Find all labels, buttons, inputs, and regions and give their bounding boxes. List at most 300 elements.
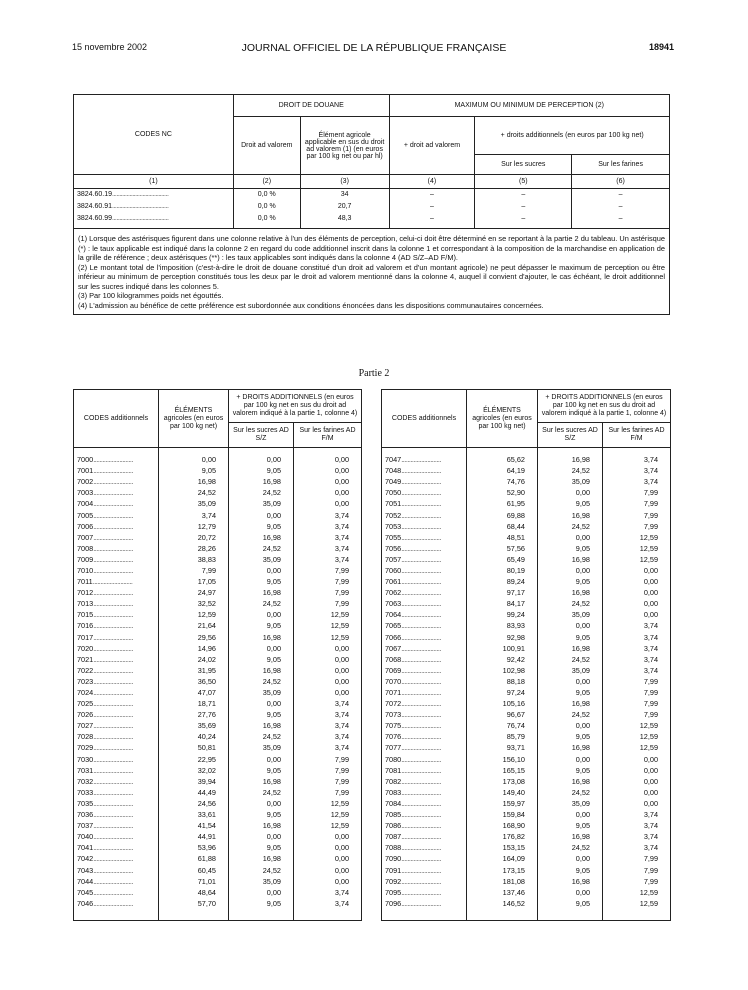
cell-ad-sz: 9,05 [229, 842, 294, 853]
table-row [382, 742, 671, 753]
cell-element: 44,91 [159, 831, 229, 842]
cell-ad-fm: 3,74 [603, 654, 671, 665]
cell-element: 53,96 [159, 842, 229, 853]
code-value: 7025 [77, 699, 94, 709]
cell-code [382, 754, 467, 765]
code-value: 7043 [77, 865, 94, 875]
cell-ad-fm: 12,59 [603, 731, 671, 742]
cell-ad-fm: 3,74 [294, 521, 362, 532]
code-value: 7011 [77, 577, 93, 587]
cell-ad-fm: 0,00 [294, 831, 362, 842]
code-value: 7091 [385, 865, 402, 875]
cell-code [74, 698, 159, 709]
code-value: 7088 [385, 843, 402, 853]
cell-ad-fm: 0,00 [603, 765, 671, 776]
header-page-number: 18941 [648, 42, 674, 52]
code-value: 7070 [385, 676, 402, 686]
cell-ad-fm: 0,00 [294, 498, 362, 509]
cell-adval: 0,0 % [233, 201, 300, 213]
leader-dots: .......................... [93, 721, 133, 731]
cell-code [382, 742, 467, 753]
cell-ad-fm: 3,74 [294, 742, 362, 753]
code-value: 7084 [385, 798, 402, 808]
cell-ad-sz: 16,98 [229, 632, 294, 643]
code-value: 7048 [385, 466, 402, 476]
code-value: 7050 [385, 488, 402, 498]
code-value: 7000 [77, 455, 94, 465]
table-row [74, 864, 362, 875]
cell-element: 71,01 [159, 876, 229, 887]
cell-code [382, 498, 467, 509]
cell-code [382, 898, 467, 909]
leader-dots: .......................... [401, 554, 441, 564]
cell-ad-sz: 24,52 [229, 787, 294, 798]
cell-element: 146,52 [467, 898, 538, 909]
code-value: 7044 [77, 876, 94, 886]
leader-dots: .......................... [401, 488, 441, 498]
cell-element: 102,98 [467, 665, 538, 676]
cell-code [382, 454, 467, 465]
table-row [74, 532, 362, 543]
table-row [74, 554, 362, 565]
cell-code [74, 853, 159, 864]
cell-code: 3824.60.99....................................... [74, 213, 234, 225]
cell-code [74, 687, 159, 698]
leader-dots: .......................... [93, 688, 133, 698]
code-value: 7085 [385, 810, 402, 820]
leader-dots: .......................... [93, 643, 133, 653]
table-row [382, 831, 671, 842]
cell-element: 84,17 [467, 598, 538, 609]
cell-code [382, 798, 467, 809]
table-row [74, 676, 362, 687]
cell-element: 7,99 [159, 565, 229, 576]
cell-code [382, 465, 467, 476]
cell-ad-fm: 7,99 [294, 587, 362, 598]
cell-code [382, 643, 467, 654]
cell-ad-sz: 35,09 [538, 476, 603, 487]
cell-element: 164,09 [467, 853, 538, 864]
table-row [382, 521, 671, 532]
cell-ad-sz: 0,00 [229, 887, 294, 898]
cell-element: 137,46 [467, 887, 538, 898]
cell-element: 21,64 [159, 620, 229, 631]
cell-element: 60,45 [159, 864, 229, 875]
table-row [74, 754, 362, 765]
cell-ad-fm: 0,00 [294, 864, 362, 875]
cell-code [74, 809, 159, 820]
cell-ad-fm: 3,74 [603, 465, 671, 476]
cell-code [74, 676, 159, 687]
cell-ad-fm: 0,00 [294, 687, 362, 698]
leader-dots: .......................... [93, 743, 133, 753]
cell-code [74, 876, 159, 887]
cell-ad-fm: 12,59 [603, 532, 671, 543]
code-value: 7092 [385, 876, 402, 886]
table-row [382, 554, 671, 565]
code-value: 7073 [385, 710, 402, 720]
cell-ad-fm: 0,00 [294, 676, 362, 687]
table-row [74, 709, 362, 720]
code-value: 7075 [385, 721, 402, 731]
cell-ad-sz: 0,00 [229, 509, 294, 520]
cell-ad-fm: 12,59 [294, 820, 362, 831]
cell-ad-fm: 0,00 [294, 465, 362, 476]
cell-ad-sz: 35,09 [229, 687, 294, 698]
cell-code [74, 521, 159, 532]
leader-dots: .......................... [401, 754, 441, 764]
cell-code [74, 665, 159, 676]
cell-element: 92,98 [467, 632, 538, 643]
cell-ad-sz: 9,05 [229, 654, 294, 665]
cell-ad-sz: 9,05 [538, 765, 603, 776]
cell-ad-sz: 0,00 [229, 754, 294, 765]
col-num-3: (3) [300, 175, 389, 189]
cell-code [74, 509, 159, 520]
cell-code [382, 864, 467, 875]
leader-dots: .......................... [93, 810, 133, 820]
leader-dots: .......................... [401, 876, 441, 886]
cell-ad-sz: 24,52 [538, 709, 603, 720]
code-value: 7024 [77, 688, 94, 698]
table-bottom [74, 909, 362, 921]
cell-ad-sz: 0,00 [229, 454, 294, 465]
leader-dots: .......................... [93, 843, 133, 853]
cell-element: 96,67 [467, 709, 538, 720]
leader-dots: .......................... [401, 477, 441, 487]
cell-code [382, 509, 467, 520]
cell-code [382, 698, 467, 709]
col-num-2: (2) [233, 175, 300, 189]
cell-code [74, 554, 159, 565]
code-value: 7032 [77, 776, 94, 786]
code-value: 7037 [77, 821, 94, 831]
cell-ad-fm: 12,59 [294, 632, 362, 643]
cell-ad-fm: 7,99 [294, 765, 362, 776]
code-value: 7053 [385, 521, 402, 531]
code-value: 7077 [385, 743, 402, 753]
cell-element: 93,71 [467, 742, 538, 753]
cell-element: 52,90 [467, 487, 538, 498]
cell-ad-fm: 0,00 [294, 487, 362, 498]
cell-ad-fm: 0,00 [603, 609, 671, 620]
cell-element: 89,24 [467, 576, 538, 587]
code-value: 7008 [77, 543, 94, 553]
cell-ad-sz: 16,98 [538, 776, 603, 787]
cell-code [74, 798, 159, 809]
cell-code [74, 565, 159, 576]
leader-dots: .......................... [401, 865, 441, 875]
code-value: 7087 [385, 832, 402, 842]
table-row [74, 213, 670, 225]
cell-element: 0,00 [159, 454, 229, 465]
cell-ad-sz: 0,00 [538, 853, 603, 864]
cell-ad-sz: 0,00 [538, 532, 603, 543]
cell-ad-sz: 9,05 [229, 809, 294, 820]
cell-code [382, 532, 467, 543]
leader-dots: .......................... [93, 610, 133, 620]
code-value: 7071 [385, 688, 402, 698]
cell-ad-sz: 9,05 [538, 498, 603, 509]
cell-ad-sz: 0,00 [538, 676, 603, 687]
cell-ad-fm: 12,59 [603, 720, 671, 731]
cell-ad-fm: 12,59 [603, 898, 671, 909]
cell-code [382, 476, 467, 487]
cell-element: 159,84 [467, 809, 538, 820]
leader-dots: .......................... [401, 710, 441, 720]
footnote: (2) Le montant total de l'imposition (c'est-à-dire le droit de douane constitué d'un droit ad valorem et d'un montant agricole) ne peut dépasser le maximum de perception ou être inférieur au minimum de perception constitués tous les deux par le droit ad valorem mentionné dans la colonne 4, auquel il convient d'ajouter, le cas échéant, le droit additionnel sur les sucres indiqué dans les colonnes 5. [78, 262, 665, 291]
cell-ad-sz: 0,00 [229, 798, 294, 809]
cell-element: 36,50 [159, 676, 229, 687]
leader-dots: .......................... [93, 565, 133, 575]
cell-ad-fm: 12,59 [603, 543, 671, 554]
cell-element: 173,15 [467, 864, 538, 875]
cell-element: 12,59 [159, 609, 229, 620]
cell-ad-sz: 35,09 [229, 742, 294, 753]
leader-dots: .......................... [93, 532, 133, 542]
cell-ad-sz: 9,05 [538, 731, 603, 742]
cell-code [382, 831, 467, 842]
cell-code [74, 842, 159, 853]
cell-ad-sz: 0,00 [538, 720, 603, 731]
table-row [74, 632, 362, 643]
leader-dots: .......................... [93, 798, 133, 808]
code-value: 7028 [77, 732, 94, 742]
col-codes-nc: CODES NC [74, 95, 234, 175]
cell-ad-sz: 16,98 [229, 720, 294, 731]
cell-code [74, 609, 159, 620]
cell-code [74, 587, 159, 598]
cell-element: 24,52 [159, 487, 229, 498]
cell-ad-sz: 9,05 [538, 864, 603, 875]
cell-element: 35,69 [159, 720, 229, 731]
cell-ad-sz: 16,98 [229, 665, 294, 676]
cell-ad-sz: 9,05 [229, 576, 294, 587]
cell-code [74, 765, 159, 776]
cell-ad-fm: 12,59 [603, 554, 671, 565]
leader-dots: .......................... [401, 832, 441, 842]
table-row [74, 876, 362, 887]
cell-ad-sz: 16,98 [229, 853, 294, 864]
cell-code [74, 532, 159, 543]
code-value: 7031 [77, 765, 94, 775]
cell-ad-fm: 7,99 [603, 521, 671, 532]
cell-code [382, 665, 467, 676]
col-droit-douane: DROIT DE DOUANE [233, 95, 389, 117]
table-row [74, 609, 362, 620]
cell-ad-fm: 7,99 [603, 698, 671, 709]
cell-code [382, 609, 467, 620]
cell-ad-fm: 3,74 [603, 620, 671, 631]
leader-dots: .......................... [93, 488, 133, 498]
table-row [74, 620, 362, 631]
cell-code [74, 476, 159, 487]
cell-adval: 0,0 % [233, 213, 300, 225]
table-bottom [382, 909, 671, 921]
cell-element: 165,15 [467, 765, 538, 776]
code-value: 7004 [77, 499, 94, 509]
cell-ad-fm: 3,74 [603, 842, 671, 853]
table-row [74, 765, 362, 776]
cell-element: 14,96 [159, 643, 229, 654]
cell-ad-fm: 7,99 [603, 498, 671, 509]
section-title: Partie 2 [358, 368, 390, 379]
code-value: 7023 [77, 676, 94, 686]
cell-element: 156,10 [467, 754, 538, 765]
code-value: 7061 [385, 577, 402, 587]
cell-ad-sz: 0,00 [229, 831, 294, 842]
cell-code [74, 742, 159, 753]
table-row [382, 898, 671, 909]
cell-ad-sz: 16,98 [229, 820, 294, 831]
cell-code [382, 587, 467, 598]
cell-code [74, 598, 159, 609]
leader-dots: .......................... [93, 654, 133, 664]
cell-code [382, 787, 467, 798]
table-row [382, 454, 671, 465]
table-row [74, 820, 362, 831]
leader-dots: .......................... [93, 621, 133, 631]
header-journal-title: JOURNAL OFFICIEL DE LA RÉPUBLIQUE FRANÇAISE [241, 42, 507, 54]
cell-element: 85,79 [467, 731, 538, 742]
cell-ad-fm: 0,00 [294, 476, 362, 487]
table-row [382, 720, 671, 731]
leader-dots: .......................... [93, 887, 133, 897]
cell-element: 99,24 [467, 609, 538, 620]
code-value: 7010 [77, 565, 94, 575]
cell-ad-fm: 0,00 [294, 853, 362, 864]
cell-code [382, 820, 467, 831]
cell-ad-sz: 16,98 [538, 554, 603, 565]
cell-ad-sz: 24,52 [538, 465, 603, 476]
col-num-1: (1) [74, 175, 234, 189]
cell-ad-fm: 3,74 [603, 643, 671, 654]
cell-ad-fm: 7,99 [603, 853, 671, 864]
leader-dots: .......................... [93, 588, 133, 598]
table-row [382, 498, 671, 509]
leader-dots: .......................... [93, 521, 133, 531]
leader-dots: .......................... [93, 599, 133, 609]
leader-dots: ....................................... [112, 215, 169, 222]
cell-element: 50,81 [159, 742, 229, 753]
leader-dots: .......................... [93, 876, 133, 886]
cell-ad-sz: 16,98 [538, 698, 603, 709]
cell-code [382, 809, 467, 820]
table-row [382, 676, 671, 687]
table-row [382, 643, 671, 654]
cell-ad-fm: 3,74 [603, 820, 671, 831]
cell-element: 20,72 [159, 532, 229, 543]
cell-code [74, 454, 159, 465]
col-ad-fm: Sur les farines AD F/M [294, 423, 362, 448]
cell-ad-sz: 35,09 [538, 665, 603, 676]
table-row [382, 698, 671, 709]
code-value: 7013 [77, 599, 94, 609]
code-value: 7022 [77, 665, 94, 675]
cell-adval: 0,0 % [233, 189, 300, 202]
leader-dots: .......................... [401, 521, 441, 531]
cell-ad-fm: 3,74 [603, 809, 671, 820]
col-farines: Sur les farines [572, 155, 670, 175]
cell-code [74, 543, 159, 554]
leader-dots: .......................... [401, 543, 441, 553]
leader-dots: .......................... [401, 665, 441, 675]
col-num-4: (4) [389, 175, 475, 189]
cell-ad-fm: 3,74 [294, 554, 362, 565]
table-row [74, 509, 362, 520]
table-row [74, 487, 362, 498]
cell-ad-sz: 9,05 [538, 820, 603, 831]
cell-ad-sz: 24,52 [229, 864, 294, 875]
code-value: 7051 [385, 499, 402, 509]
col-codes-additionnels: CODES additionnels [74, 390, 159, 448]
cell-ad-fm: 12,59 [294, 609, 362, 620]
code-value: 7046 [77, 898, 94, 908]
cell-ad-sz: 35,09 [538, 798, 603, 809]
leader-dots: .......................... [401, 743, 441, 753]
cell-element: 100,91 [467, 643, 538, 654]
cell-ad-fm: 3,74 [294, 731, 362, 742]
table-row [74, 454, 362, 465]
cell-ad-fm: 0,00 [603, 576, 671, 587]
cell-ad-sz: 0,00 [538, 487, 603, 498]
leader-dots: .......................... [92, 577, 133, 587]
cell-code [382, 709, 467, 720]
table-row [382, 509, 671, 520]
cell-element: 41,54 [159, 820, 229, 831]
leader-dots: .......................... [401, 699, 441, 709]
code-value: 7095 [385, 887, 402, 897]
leader-dots: .......................... [401, 854, 441, 864]
table-row [74, 887, 362, 898]
col-ad-fm: Sur les farines AD F/M [603, 423, 671, 448]
cell-element: 88,18 [467, 676, 538, 687]
leader-dots: .......................... [401, 787, 441, 797]
table-row [382, 876, 671, 887]
cell-element: 153,15 [467, 842, 538, 853]
leader-dots: .......................... [401, 643, 441, 653]
cell-element: 32,52 [159, 598, 229, 609]
cell-code [74, 620, 159, 631]
cell-code [74, 754, 159, 765]
cell-ad-sz: 16,98 [538, 643, 603, 654]
leader-dots: .......................... [401, 610, 441, 620]
code-value: 7052 [385, 510, 402, 520]
code-value: 7045 [77, 887, 94, 897]
table-row [382, 765, 671, 776]
cell-ad-sz: 0,00 [538, 620, 603, 631]
cell-code [382, 876, 467, 887]
cell-ad-sz: 0,00 [229, 609, 294, 620]
cell-col5: – [475, 189, 572, 202]
cell-code [74, 498, 159, 509]
cell-element: 83,93 [467, 620, 538, 631]
cell-ad-sz: 16,98 [538, 454, 603, 465]
code-value: 7086 [385, 821, 402, 831]
cell-ad-fm: 7,99 [603, 876, 671, 887]
table-row [74, 643, 362, 654]
cell-code [74, 864, 159, 875]
table-row [382, 853, 671, 864]
cell-code [382, 598, 467, 609]
table-row [74, 731, 362, 742]
cell-ad-sz: 16,98 [538, 509, 603, 520]
cell-ad-fm: 12,59 [603, 887, 671, 898]
table-row [382, 665, 671, 676]
cell-ad-fm: 3,74 [294, 532, 362, 543]
cell-code [382, 853, 467, 864]
cell-ad-sz: 16,98 [538, 831, 603, 842]
